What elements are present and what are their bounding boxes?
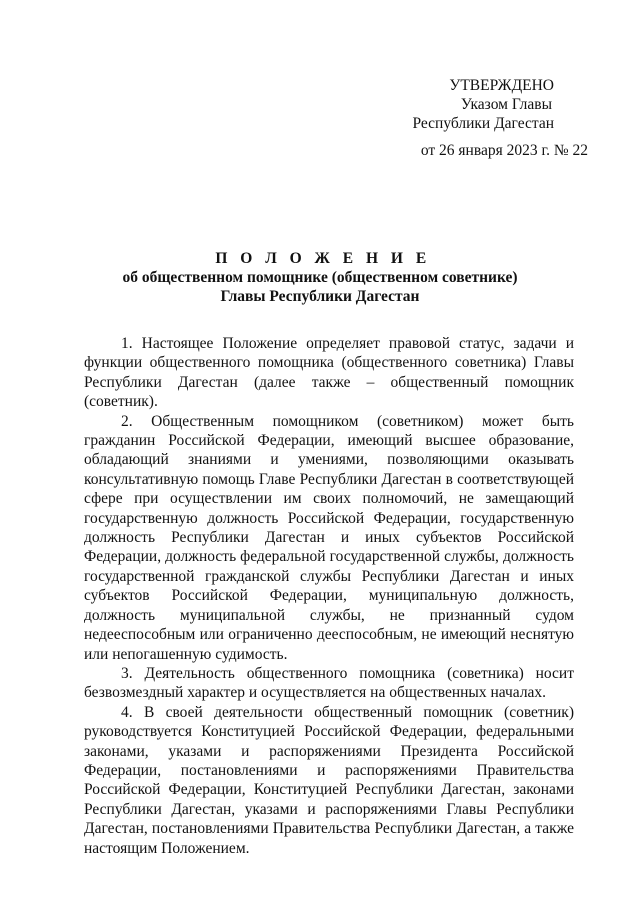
paragraph-2: 2. Общественным помощником (советником) может быть гражданин Российской Федерации, имеющий высшее образование, обладающий знаниями и умениями, позволяющими оказывать консультативную помощь Главе Республики Дагестан в соответствующей сфере при осуществлении им своих полномочий, не замещающий государственную должность Российской Федерации, государственную должность Республики Дагестан и иных субъектов Российской Федерации, должность федеральной государственной службы, должность государственной гражданской службы Республики Дагестан и иных субъектов Российской Федерации, муниципальную должность, должность муниципальной службы, не признанный судом недееспособным или ограниченно дееспособным, не имеющий неснятую или непогашенную судимость.: [84, 412, 574, 663]
document-subtitle-line-1: об общественном помощнике (общественном советнике): [122, 269, 518, 286]
approval-decree-label: Указом Главы: [460, 96, 552, 113]
approval-approved-label: УТВЕРЖДЕНО: [449, 77, 554, 94]
document-heading: П О Л О Ж Е Н И Е: [215, 250, 431, 267]
approval-stamp: [400, 76, 590, 160]
paragraph-1: 1. Настоящее Положение определяет правовой статус, задачи и функции общественного помощника (общественного советника) Главы Республики Дагестан (далее также – общественный помощник (советник).: [84, 335, 574, 411]
document-title-block: [0, 249, 640, 306]
approval-republic-label: Республики Дагестан: [412, 115, 554, 132]
paragraph-4: 4. В своей деятельности общественный помощник (советник) руководствуется Конституцией Российской Федерации, федеральными законами, указами и распоряжениями Президента Российской Федерации, постановлениями и распоряжениями Правительства Российской Федерации, Конституцией Республики Дагестан, законами Республики Дагестан, указами и распоряжениями Главы Республики Дагестан, постановлениями Правительства Республики Дагестан, а также настоящим Положением.: [84, 703, 574, 857]
paragraph-3: 3. Деятельность общественного помощника (советника) носит безвозмездный характер и осуществляется на общественных началах.: [84, 664, 574, 702]
document-body: [84, 334, 574, 858]
approval-date-number: от 26 января 2023 г. № 22: [420, 142, 588, 159]
document-subtitle-line-2: Главы Республики Дагестан: [220, 288, 420, 305]
